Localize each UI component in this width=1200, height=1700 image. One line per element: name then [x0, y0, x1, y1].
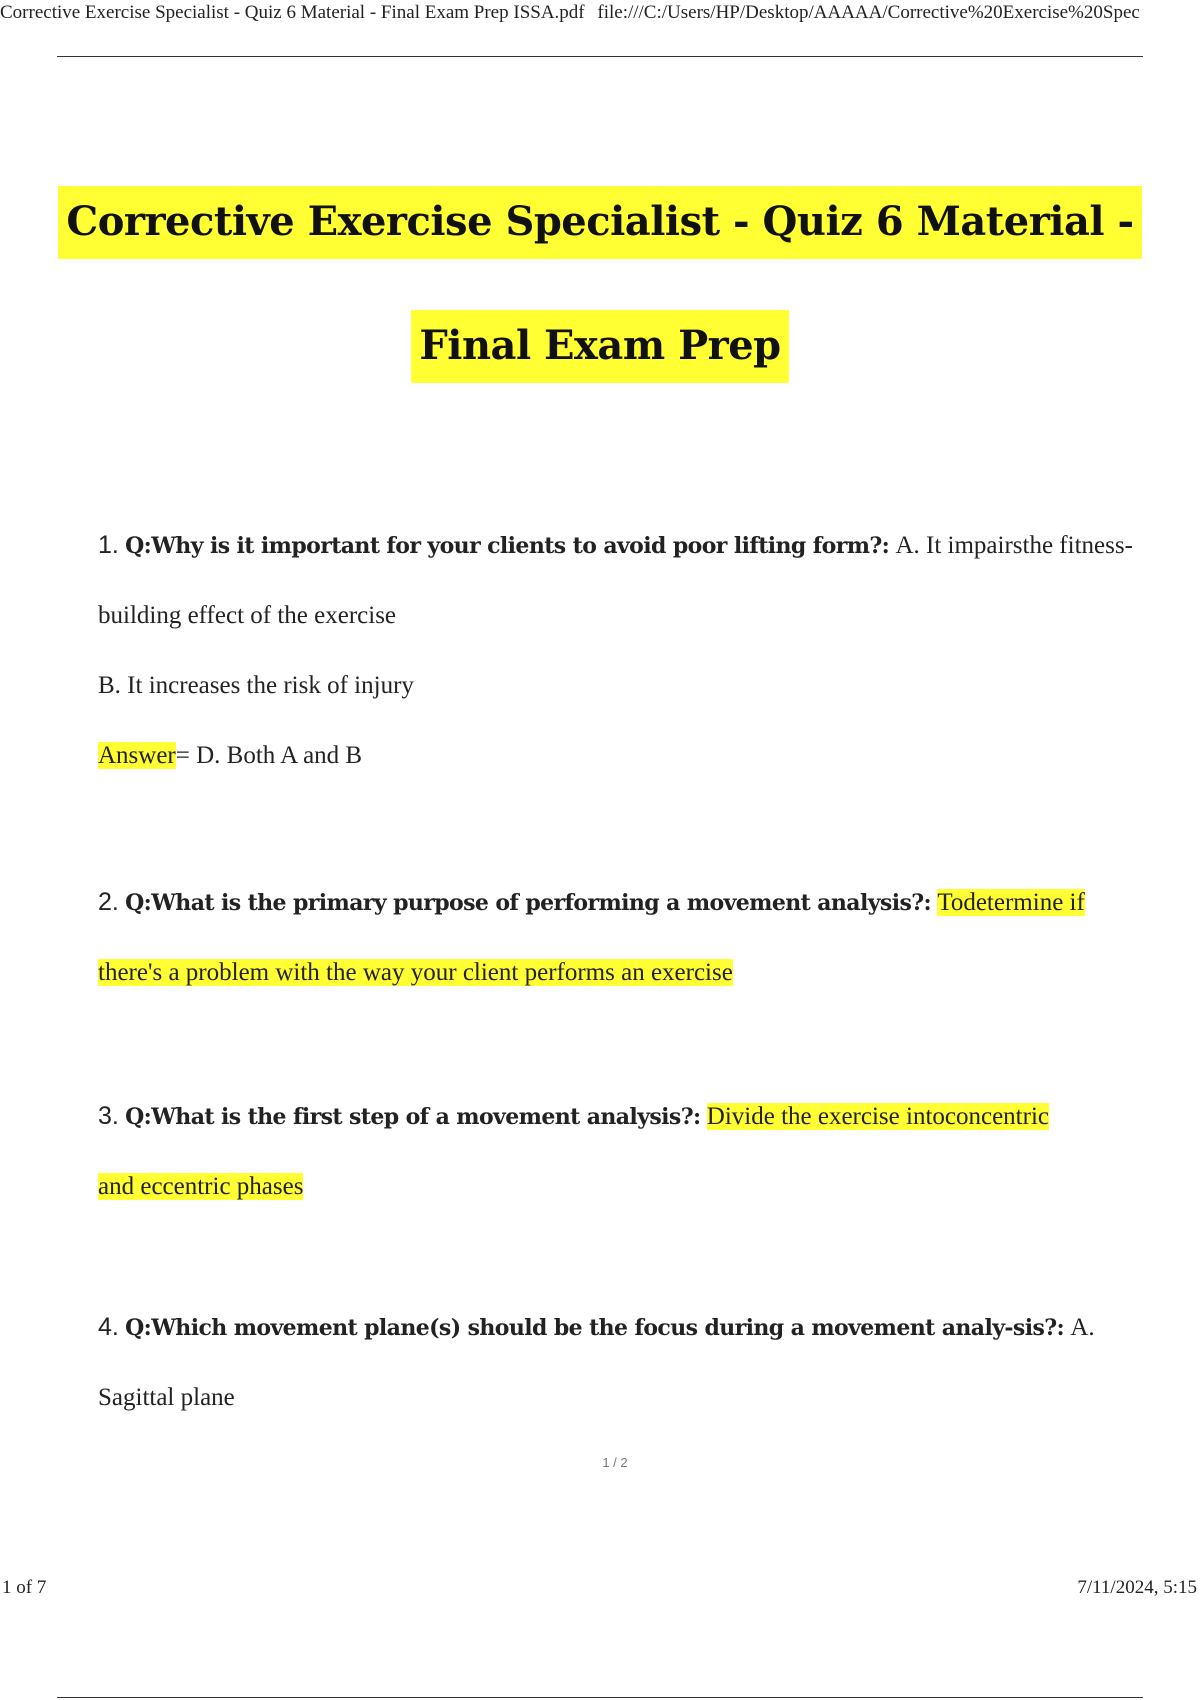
print-header-url: file:///C:/Users/HP/Desktop/AAAAA/Corrective%20Exercise%20Spec	[597, 2, 1140, 23]
header-rule	[57, 56, 1143, 57]
doc-title-line1	[0, 198, 1200, 245]
doc-title-line2	[0, 322, 1200, 369]
question-1-line1	[98, 510, 1133, 581]
answer-value: = D. Both A and B	[175, 742, 363, 769]
answer-text: Divide the exercise intoconcentric	[706, 1103, 1049, 1130]
print-header	[0, 2, 1200, 24]
footer-rule	[57, 1697, 1143, 1698]
question-number: 1.	[98, 531, 119, 559]
answer-text: A.	[1070, 1314, 1095, 1341]
question-number: 2.	[98, 888, 119, 916]
question-1	[98, 510, 1133, 791]
question-3-line1	[98, 1081, 1128, 1152]
answer-text: and eccentric phases	[98, 1173, 304, 1200]
answer-text: A. It impairsthe fitness-	[895, 532, 1133, 559]
question-text: Q:Why is it important for your clients to avoid poor lifting form?:	[125, 533, 890, 559]
title-line1-text: Corrective Exercise Specialist - Quiz 6 Material -	[58, 186, 1141, 259]
answer-text: building effect of the exercise	[98, 602, 397, 629]
question-number: 4.	[98, 1313, 119, 1341]
page-counter: 1 / 2	[602, 1455, 628, 1470]
answer-text: Todetermine if	[937, 889, 1085, 916]
answer-line	[98, 721, 1128, 791]
question-3	[98, 1081, 1128, 1222]
question-text: Q:Which movement plane(s) should be the focus during a movement analy-sis?:	[125, 1315, 1065, 1341]
question-2-line1	[98, 867, 1128, 938]
answer-text: Sagittal plane	[98, 1384, 235, 1411]
title-line2-text: Final Exam Prep	[411, 310, 788, 383]
print-footer-page: 1 of 7	[2, 1577, 47, 1598]
answer-line	[98, 1152, 1128, 1222]
answer-text: B. It increases the risk of injury	[98, 672, 414, 699]
question-2	[98, 867, 1128, 1008]
answer-text: there's a problem with the way your client performs an exercise	[98, 959, 733, 986]
question-text: Q:What is the first step of a movement analysis?:	[125, 1104, 701, 1130]
answer-label: Answer	[98, 742, 176, 769]
print-footer-datetime: 7/11/2024, 5:15	[1077, 1577, 1197, 1598]
answer-line	[98, 938, 1128, 1008]
question-4	[98, 1292, 1128, 1433]
question-text: Q:What is the primary purpose of performing a movement analysis?:	[125, 890, 932, 916]
question-number: 3.	[98, 1102, 119, 1130]
question-4-line1	[98, 1292, 1128, 1363]
print-header-doc-name: Corrective Exercise Specialist - Quiz 6 Material - Final Exam Prep ISSA.pdf	[0, 2, 585, 23]
